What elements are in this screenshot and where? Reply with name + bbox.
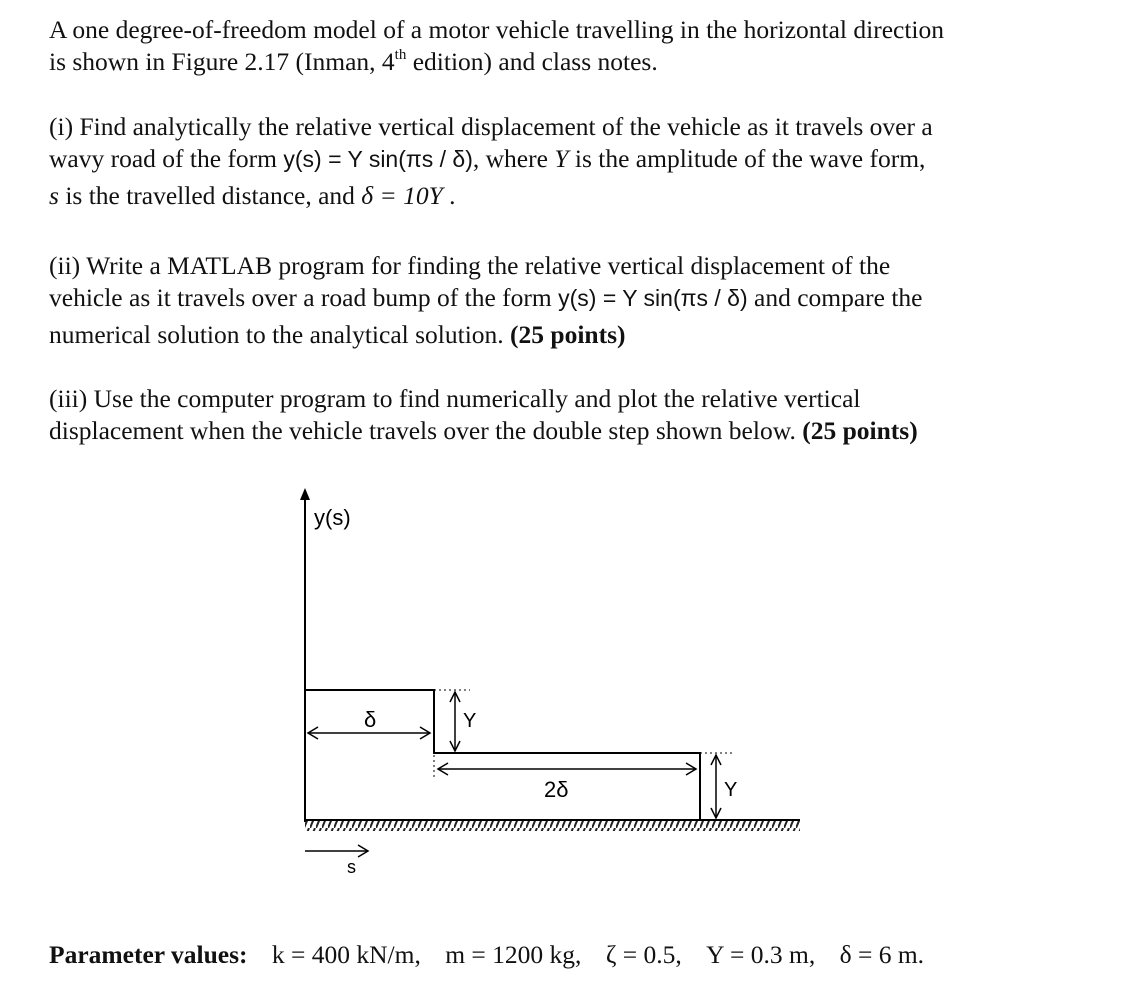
part-i-line-3 xyxy=(49,180,1079,212)
param-zeta: ζ = 0.5, xyxy=(605,940,682,969)
equation-delta: δ = 10Y xyxy=(361,181,443,210)
part-i-paragraph xyxy=(49,111,1079,212)
part-i-text-mid: , where xyxy=(472,143,555,173)
part-ii-line-3 xyxy=(49,319,1079,351)
intro-line-2 xyxy=(49,46,1079,78)
param-delta: δ = 6 m. xyxy=(839,940,925,969)
part-i-text-end: is the amplitude of the wave form, xyxy=(568,143,926,173)
part-iii-text: displacement when the vehicle travels over the double step shown below. xyxy=(49,415,803,445)
symbol-s: s xyxy=(49,181,59,210)
part-i-text-3: is the travelled distance, and xyxy=(58,181,362,210)
part-ii-text-3: numerical solution to the analytical solution. xyxy=(49,320,511,349)
part-i-period: . xyxy=(442,181,456,210)
equation-road-bump: y(s) = Y sin(πs / δ) xyxy=(558,284,748,311)
y-axis-label: y(s) xyxy=(314,505,351,530)
param-m: m = 1200 kg, xyxy=(445,940,582,969)
parameter-values xyxy=(49,940,924,970)
delta-label: δ xyxy=(364,707,377,732)
superscript-th: th xyxy=(394,46,407,63)
double-step-figure xyxy=(280,480,820,890)
part-iii-line-1: (iii) Use the computer program to find numerically and plot the relative vertical xyxy=(49,384,861,413)
ground-hatch xyxy=(305,821,800,831)
equation-road-profile: y(s) = Y sin(πs / δ) xyxy=(283,145,473,172)
parameter-label: Parameter values: xyxy=(49,940,248,969)
part-i-text: wavy road of the form xyxy=(49,143,284,173)
intro-paragraph xyxy=(49,14,1079,77)
param-Y: Y = 0.3 m, xyxy=(706,940,816,969)
part-ii-text: vehicle as it travels over a road bump of the form xyxy=(49,282,559,312)
intro-text: is shown in Figure 2.17 (Inman, 4 xyxy=(49,46,395,76)
part-ii-text-end: and compare the xyxy=(747,282,923,312)
param-k: k = 400 kN/m, xyxy=(271,940,421,969)
y-axis-arrowhead xyxy=(300,488,310,500)
part-i-line-1: (i) Find analytically the relative vertical displacement of the vehicle as it travels over a xyxy=(49,112,933,141)
intro-line-1: A one degree-of-freedom model of a motor vehicle travelling in the horizontal direction xyxy=(49,15,945,44)
part-iii-line-2 xyxy=(49,415,1079,447)
symbol-Y: Y xyxy=(554,143,569,173)
part-iii-paragraph xyxy=(49,383,1079,446)
points-label: (25 points) xyxy=(802,415,918,445)
part-ii-line-2 xyxy=(49,282,1079,315)
part-i-line-2 xyxy=(49,143,1079,176)
y2-label: Y xyxy=(724,779,738,801)
points-label: (25 points) xyxy=(510,320,626,349)
y1-label: Y xyxy=(463,710,477,732)
two-delta-label: 2δ xyxy=(544,777,569,802)
part-ii-line-1: (ii) Write a MATLAB program for finding the relative vertical displacement of the xyxy=(49,251,891,280)
part-ii-paragraph xyxy=(49,250,1079,351)
s-label: s xyxy=(347,857,356,877)
intro-text-end: edition) and class notes. xyxy=(406,46,658,76)
